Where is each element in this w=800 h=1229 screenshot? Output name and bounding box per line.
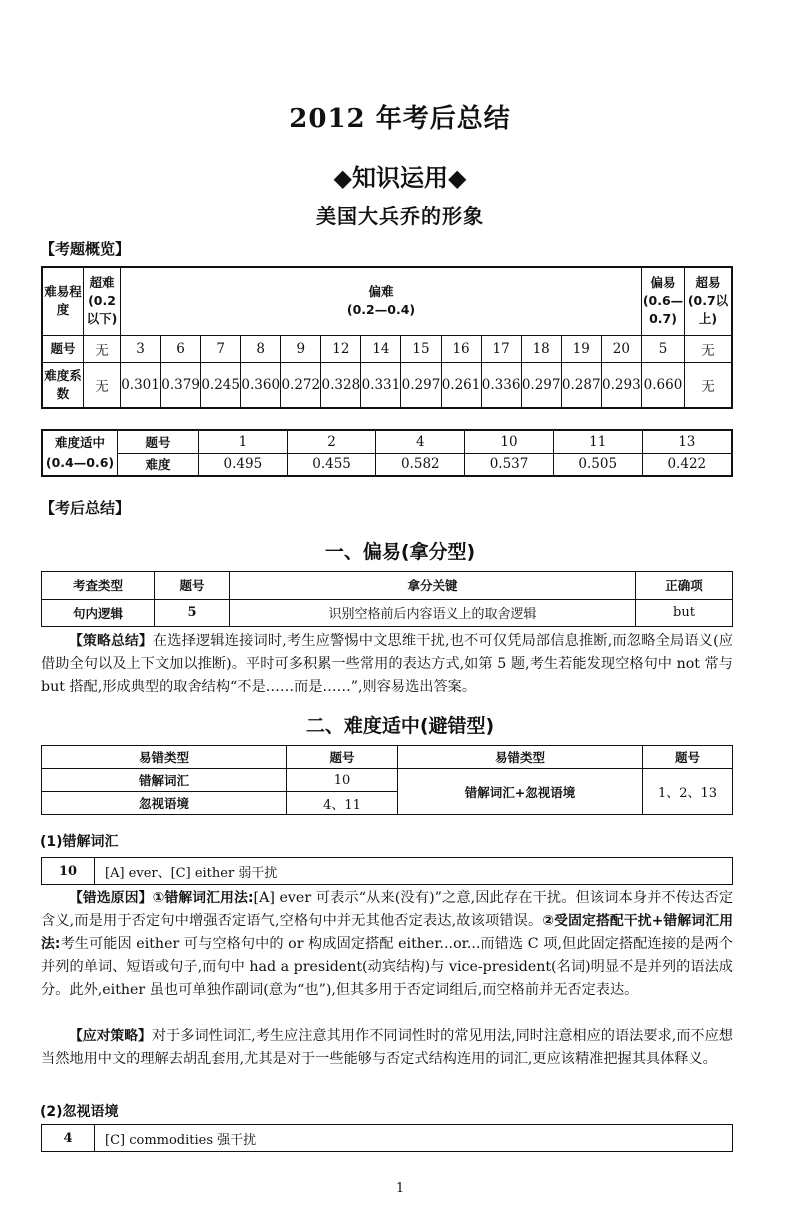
medium-number-cell: 4 (376, 430, 465, 453)
medium-difficulty-cell: 0.537 (465, 453, 554, 476)
box-number: 4 (42, 1125, 95, 1152)
medium-difficulty-cell: 0.422 (642, 453, 732, 476)
header-error-type: 易错类型 (42, 746, 287, 769)
cell-key: 识别空格前后内容语义上的取舍逻辑 (230, 599, 636, 627)
header-key: 拿分关键 (230, 572, 636, 600)
passage-title: 美国大兵乔的形象 (316, 204, 484, 228)
coefficient-row (42, 362, 732, 408)
question-number-cell: 6 (161, 335, 201, 362)
cell-merged-type: 错解词汇+忽视语境 (398, 769, 643, 815)
level-name: 偏易 (650, 275, 676, 291)
row-label-number: 题号 (42, 335, 84, 362)
medium-number-cell: 11 (553, 430, 642, 453)
question-number-cell: 7 (201, 335, 241, 362)
reason-label: 【错选原因】 (69, 890, 153, 906)
section2-table (41, 745, 733, 815)
question-number-cell: 17 (481, 335, 521, 362)
medium-difficulty-row (42, 453, 732, 476)
part-heading: ◆知识运用◆ (333, 164, 467, 192)
coefficient-cell: 0.328 (321, 362, 361, 408)
overview-table (41, 266, 733, 409)
question-number-cell: 12 (321, 335, 361, 362)
coefficient-cell: 0.261 (441, 362, 481, 408)
medium-label-name: 难度适中 (54, 435, 105, 450)
medium-difficulty-cell: 0.495 (199, 453, 288, 476)
level-very-easy (685, 267, 733, 335)
box-text: [A] ever、[C] either 弱干扰 (95, 858, 733, 885)
coefficient-cell: 0.301 (121, 362, 161, 408)
sub1-box (41, 857, 733, 885)
level-hard (121, 267, 642, 335)
point2-text: 考生可能因 either 可与空格句中的 or 构成固定搭配 either...or...而错选 C 项,但此固定搭配连接的是两个并列的单词、短语或句子,而句中 had a president(动宾结构)与 vice-president(名词)明显不是并列的语法成分。此外,either 虽也可单独作副词(意为“也”),但其多用于否定词组后,而空格前并无否定表达。 (41, 936, 733, 998)
question-number-cell: 16 (441, 335, 481, 362)
question-number-cell: 9 (281, 335, 321, 362)
page-number: 1 (395, 1181, 405, 1196)
coefficient-cell: 0.287 (561, 362, 601, 408)
medium-difficulty-cell: 0.455 (287, 453, 376, 476)
medium-number-cell: 13 (642, 430, 732, 453)
question-number-cell: 15 (401, 335, 441, 362)
medium-difficulty-cell: 0.582 (376, 453, 465, 476)
question-number-cell: 3 (121, 335, 161, 362)
level-easy (642, 267, 685, 335)
coefficient-cell: 0.272 (281, 362, 321, 408)
box-number: 10 (42, 858, 95, 885)
cell-type: 句内逻辑 (42, 599, 155, 627)
medium-number-row (42, 430, 732, 453)
medium-label (42, 430, 118, 476)
row-label-coefficient: 难度系数 (42, 362, 84, 408)
level-name: 超易 (695, 275, 721, 291)
header-error-type-2: 易错类型 (398, 746, 643, 769)
point1-label: ①错解词汇用法: (152, 890, 254, 906)
section2-heading: 二、难度适中(避错型) (305, 715, 495, 737)
coefficient-cell: 0.297 (401, 362, 441, 408)
level-range: (0.6—0.7) (642, 293, 684, 327)
strategy-text: 在选择逻辑连接词时,考生应警惕中文思维干扰,也不可仅凭局部信息推断,而忽略全局语义(应借助全句以及上下文加以推断)。平时可多积累一些常用的表达方式,如第 5 题,考生若能发现空格句中 not 常与 but 搭配,形成典型的取舍结构“不是……而是……”,则容易选出答案。 (41, 633, 733, 695)
question-number-cell: 18 (521, 335, 561, 362)
header-type: 考查类型 (42, 572, 155, 600)
question-number-cell: 无 (685, 335, 733, 362)
coefficient-cell: 0.379 (161, 362, 201, 408)
medium-table (41, 429, 733, 477)
coefficient-cell: 0.660 (642, 362, 685, 408)
header-answer: 正确项 (636, 572, 733, 600)
level-range: (0.2—0.4) (346, 302, 416, 318)
level-range: (0.7以上) (687, 293, 729, 327)
medium-difficulty-label: 难度 (118, 453, 199, 476)
cell-answer: but (636, 599, 733, 627)
sub1-heading: (1)错解词汇 (40, 834, 119, 850)
point1-text: [A] ever 可表示“从来(没有)”之意,因此存在干扰。但该词本身并不传达否定含义,而是用于否定句中增强否定语气,空格句中并无其他否定表达,故该项错误。 (41, 890, 734, 929)
medium-difficulty-cell: 0.505 (553, 453, 642, 476)
page-title: 2012 年考后总结 (289, 104, 511, 134)
question-number-cell: 无 (84, 335, 121, 362)
coefficient-cell: 0.336 (481, 362, 521, 408)
coefficient-cell: 0.293 (601, 362, 641, 408)
question-number-cell: 8 (241, 335, 281, 362)
question-number-cell: 5 (642, 335, 685, 362)
level-very-hard (84, 267, 121, 335)
medium-number-cell: 10 (465, 430, 554, 453)
header-number: 题号 (287, 746, 398, 769)
coefficient-cell: 0.331 (361, 362, 401, 408)
cell-number: 10 (287, 769, 398, 792)
header-number-2: 题号 (643, 746, 733, 769)
response-text: 对于多词性词汇,考生应注意其用作不同词性时的常见用法,同时注意相应的语法要求,而不应想当然地用中文的理解去胡乱套用,尤其是对于一些能够与否定式结构连用的词汇,更应该精准把握其具体释义。 (41, 1028, 733, 1067)
medium-number-label: 题号 (118, 430, 199, 453)
coefficient-cell: 无 (84, 362, 121, 408)
question-number-cell: 19 (561, 335, 601, 362)
reason-paragraph (41, 887, 733, 1002)
question-number-row (42, 335, 732, 362)
cell-merged-number: 1、2、13 (643, 769, 733, 815)
question-number-cell: 20 (601, 335, 641, 362)
response-paragraph (41, 1025, 733, 1071)
cell-number: 5 (155, 599, 230, 627)
row-label-level: 难易程度 (42, 267, 84, 335)
response-label: 【应对策略】 (69, 1028, 152, 1044)
coefficient-cell: 0.245 (201, 362, 241, 408)
level-range: (0.2以下) (86, 293, 118, 327)
header-number: 题号 (155, 572, 230, 600)
coefficient-cell: 无 (685, 362, 733, 408)
point2-label: ②受固定搭配干扰+错解词汇用法: (41, 913, 733, 952)
medium-number-cell: 2 (287, 430, 376, 453)
overview-label: 【考题概览】 (40, 240, 131, 258)
sub2-box (41, 1124, 733, 1152)
section1-table (41, 571, 733, 627)
level-name: 偏难 (368, 284, 394, 300)
level-name: 超难 (89, 275, 115, 291)
coefficient-cell: 0.360 (241, 362, 281, 408)
strategy-label: 【策略总结】 (69, 633, 153, 649)
question-number-cell: 14 (361, 335, 401, 362)
cell-error-type: 错解词汇 (42, 769, 287, 792)
cell-number: 4、11 (287, 792, 398, 815)
sub2-heading: (2)忽视语境 (40, 1104, 119, 1120)
coefficient-cell: 0.297 (521, 362, 561, 408)
section1-heading: 一、偏易(拿分型) (324, 541, 476, 563)
medium-number-cell: 1 (199, 430, 288, 453)
medium-label-range: (0.4—0.6) (45, 455, 115, 470)
box-text: [C] commodities 强干扰 (95, 1125, 733, 1152)
summary-label: 【考后总结】 (40, 499, 131, 517)
cell-error-type: 忽视语境 (42, 792, 287, 815)
strategy-paragraph (41, 630, 733, 699)
